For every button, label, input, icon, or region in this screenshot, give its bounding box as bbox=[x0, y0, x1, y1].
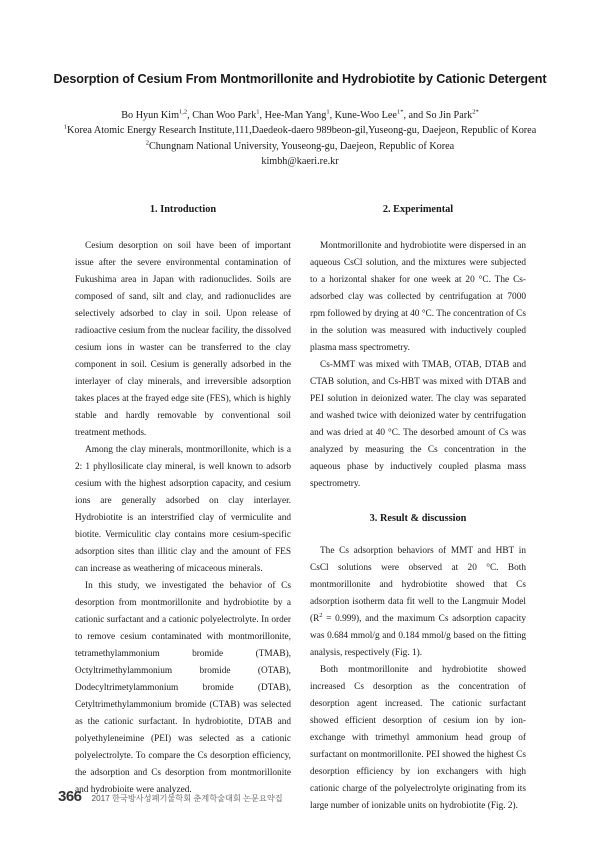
introduction-paragraph-2: Among the clay minerals, montmorillonite, which is a 2: 1 phyllosilicate clay mineral, is well known to adsorb cesium with the highest adsorption capacity, and cesium ions are generally adsorbed on clay interlayer. Hydrobiotite is an interstrified clay of vermiculite and biotite. Vermiculitic clay contains more cesium-specific adsorption sites than illitic clay and the amount of FES can increase as weathering of micaceous minerals. bbox=[75, 445, 291, 574]
affiliation-mark: 1 bbox=[63, 124, 67, 132]
left-column bbox=[75, 200, 291, 799]
proceedings-title: 2017 한국방사성폐기물학회 춘계학술대회 논문요약집 bbox=[91, 794, 283, 803]
results-text: The Cs adsorption behaviors of MMT and HBT in CsCl solutions were observed at 20 °C. Both montmorillonite and hydrobiotite showed that Cs adsorption isotherm data fit well to the Langmuir Model (R bbox=[310, 546, 526, 624]
r-squared-exponent: 2 bbox=[319, 611, 323, 619]
introduction-heading: 1. Introduction bbox=[149, 204, 217, 215]
affiliation-text: Chungnam National University, Youseong-gu, Daejeon, Republic of Korea bbox=[149, 140, 455, 152]
results-paragraph-2: Both montmorillonite and hydrobiotite showed increased Cs desorption as the concentration of desorption agent increased. The cationic surfactant showed efficient desorption of cesium ion by ion-exchange with trimethyl ammonium head group of surfactant on montmorillonite. PEI showed the highest Cs desorption efficiency by ion exchangers with high cationic charge of the polyelectrolyte originating from its large number of ionizable units on hydrobiotite (Fig. 2). bbox=[310, 665, 526, 811]
experimental-heading: 2. Experimental bbox=[382, 204, 454, 215]
affiliation-1 bbox=[20, 123, 580, 138]
author-email: kimbh@kaeri.re.kr bbox=[261, 156, 339, 168]
author-affiliation-mark: 1 bbox=[326, 108, 330, 116]
results-text: = 0.999), and the maximum Cs adsorption capacity was 0.684 mmol/g and 0.184 mmol/g based on the fitting analysis, respectively (Fig. 1). bbox=[310, 614, 526, 658]
author-block bbox=[20, 108, 580, 170]
introduction-paragraph-3: In this study, we investigated the behavior of Cs desorption from montmorillonite and hydrobiotite by a cationic surfactant and a cationic polyelectrolyte. In order to remove cesium contaminated with montmorillonite, tetramethylammonium bromide (TMAB), Octyltrimethylammonium bromide (OTAB), Dodecyltrimetylammonium bromide (DTAB), Cetyltrimethylammonium bromide (CTAB) was selected as the cationic surfactant. In hydrobiotite, DTAB and polyethyleneimine (PEI) was selected as a cationic polyelectrolyte. To compare the Cs desorption efficiency, the adsorption and Cs desorption from montmorillonite and hydrobioite were analyzed. bbox=[75, 581, 291, 795]
author-name: Bo Hyun Kim bbox=[121, 110, 179, 121]
page-number: 366 bbox=[58, 788, 82, 805]
author-separator: , bbox=[187, 110, 193, 121]
paper-title: Desorption of Cesium From Montmorillonite and Hydrobiotite by Cationic Detergent bbox=[53, 72, 547, 86]
experimental-paragraph-2: Cs-MMT was mixed with TMAB, OTAB, DTAB and CTAB solution, and Cs-HBT was mixed with DTAB and PEI solution in deionized water. The clay was separated and washed twice with deionized water by centrifugation and was dried at 40 °C. The desorbed amount of Cs was analyzed by measuring the Cs concentration in the aqueous phase by inductively coupled plasma mass spectrometry. bbox=[310, 360, 526, 489]
experimental-paragraph-1: Montmorillonite and hydrobiotite were dispersed in an aqueous CsCl solution, and the mixtures were subjected to a horizontal shaker for one week at 20 °C. The Cs-adsorbed clay was collected by centrifugation at 7000 rpm followed by drying at 40 °C. The concentration of Cs in the solution was measured with inductively coupled plasma mass spectrometry. bbox=[310, 241, 526, 353]
affiliation-text: Korea Atomic Energy Research Institute,111,Daedeok-daero 989beon-gil,Yuseong-gu, Daejeon, Republic of Korea bbox=[67, 125, 537, 137]
results-heading: 3. Result & discussion bbox=[369, 513, 467, 524]
author-separator: , and bbox=[403, 110, 426, 121]
author-separator: , bbox=[259, 110, 265, 121]
author-affiliation-mark: 2* bbox=[472, 108, 479, 116]
introduction-paragraph-1: Cesium desorption on soil have been of important issue after the severe environmental contamination of Fukushima area in Japan with radionuclides. Soils are composed of sand, silt and clay, and radionuclides are selectively adsorbed to clay in soil. Upon release of radioactive cesium from the nuclear facility, the dissolved cesium ions in waster can be transferred to the clay component in soil. Cesium is generally adsorbed in the interlayer of clay minerals, and irreversible adsorption takes places at the frayed edge site (FES), which is highly stable and hardly removable by conventional soil treatment methods. bbox=[75, 241, 291, 438]
affiliation-mark: 2 bbox=[145, 139, 150, 147]
author-separator: , bbox=[329, 110, 335, 121]
author-name: Kune-Woo Lee bbox=[334, 110, 397, 121]
author-list bbox=[20, 108, 580, 123]
author-affiliation-mark: 1* bbox=[396, 108, 404, 116]
results-paragraph-1 bbox=[310, 543, 526, 662]
page-footer bbox=[58, 788, 558, 805]
author-name: Chan Woo Park bbox=[192, 110, 257, 121]
author-name: So Jin Park bbox=[425, 110, 473, 121]
author-affiliation-mark: 1 bbox=[256, 108, 260, 116]
author-name: Hee-Man Yang bbox=[264, 110, 327, 121]
author-affiliation-mark: 1,2 bbox=[179, 108, 188, 116]
affiliation-2 bbox=[20, 139, 580, 154]
right-column bbox=[310, 200, 526, 815]
